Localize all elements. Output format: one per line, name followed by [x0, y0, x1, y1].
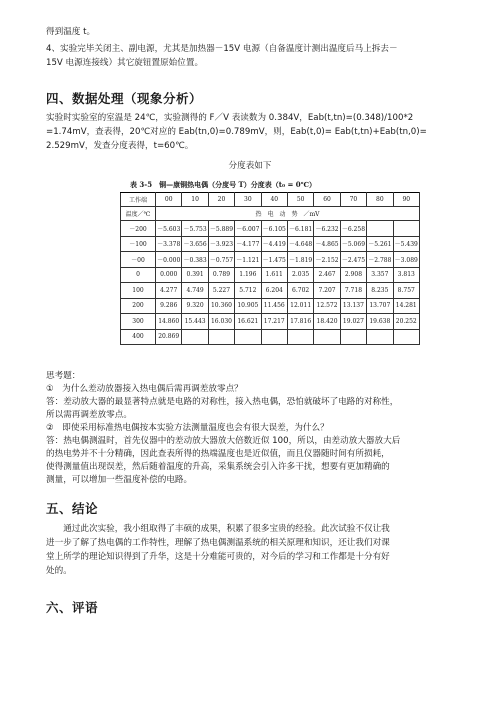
text-line: 答：热电偶测温时，首先仪器中的差动放大器放大倍数近似 100，所以，由差动放大器放大后 — [46, 436, 401, 446]
column-header: 70 — [340, 193, 366, 207]
corner-header-top: 工作端 — [121, 193, 156, 207]
row-temperature: －100 — [121, 236, 156, 252]
text-line: 通过此次实验，我小组取得了丰硕的成果，积累了很多宝贵的经验。此次试验不仅让我 — [46, 524, 390, 534]
text-line: 答：差动放大器的最显著特点就是电路的对称性，接入热电偶，恐怕就破坏了电路的对称性， — [46, 397, 399, 407]
table-cell — [393, 329, 419, 345]
table-cell: 17.217 — [261, 314, 287, 330]
row-temperature: －00 — [121, 252, 156, 268]
row-temperature: 200 — [121, 298, 156, 314]
table-cell: 2.908 — [340, 267, 366, 283]
table-cell: 5.227 — [208, 283, 234, 299]
table-cell: 13.137 — [340, 298, 366, 314]
text-line: ② 即使采用标准热电偶按本实验方法测量温度也会有很大误差，为什么？ — [46, 423, 329, 433]
table-cell: 7.207 — [314, 283, 340, 299]
column-header: 10 — [182, 193, 208, 207]
table-cell: －0.383 — [182, 252, 208, 268]
table-cell: －5.753 — [182, 221, 208, 237]
table-cell: 0.391 — [182, 267, 208, 283]
table-cell: －3.923 — [208, 236, 234, 252]
table-cell: －1.819 — [287, 252, 313, 268]
column-header: 30 — [235, 193, 261, 207]
table-cell: －6.105 — [261, 221, 287, 237]
text-line: 堂上所学的理论知识得到了升华，这是十分难能可贵的，对今后的学习和工作都是十分有好 — [46, 552, 390, 562]
table-cell: 9.320 — [182, 298, 208, 314]
table-cell: 12.011 — [287, 298, 313, 314]
table-cell — [208, 329, 234, 345]
table-cell: 20.869 — [156, 329, 182, 345]
table-cell: 9.286 — [156, 298, 182, 314]
table-cell: －6.232 — [314, 221, 340, 237]
table-cell: －3.656 — [182, 236, 208, 252]
table-row — [121, 221, 420, 237]
text-line: ① 为什么差动放器接入热电偶后需再调差放零点？ — [46, 384, 243, 394]
column-header: 40 — [261, 193, 287, 207]
table-cell: 0.000 — [156, 267, 182, 283]
table-cell — [314, 329, 340, 345]
text-line: 15V 电源连接线）其它旋钮置原始位置。 — [46, 58, 204, 68]
table-cell — [367, 221, 393, 237]
table-cell: －0.757 — [208, 252, 234, 268]
table-cell: 0.789 — [208, 267, 234, 283]
table-cell: －3.089 — [393, 252, 419, 268]
text-line: 4、实验完毕关闭主、副电源，尤其是加热器－15V 电源（自备温度计测出温度后马上拆去－ — [46, 44, 398, 54]
table-cell: 12.572 — [314, 298, 340, 314]
table-cell: －4.648 — [287, 236, 313, 252]
table-cell: 16.030 — [208, 314, 234, 330]
table-cell: 20.252 — [393, 314, 419, 330]
table-cell — [393, 221, 419, 237]
table-cell: －5.439 — [393, 236, 419, 252]
table-cell: 16.621 — [235, 314, 261, 330]
table-cell: 14.281 — [393, 298, 419, 314]
table-cell: －6.181 — [287, 221, 313, 237]
table-cell: －2.475 — [340, 252, 366, 268]
table-caption: 分度表如下 — [228, 161, 272, 171]
table-cell: 5.712 — [235, 283, 261, 299]
table-cell: 10.360 — [208, 298, 234, 314]
column-header: 60 — [314, 193, 340, 207]
table-cell — [235, 329, 261, 345]
text-line: =1.74mV，查表得，20℃对应的 Eab(tn,0)=0.789mV，则，Eab(t,0)= Eab(t,tn)+Eab(tn,0)= — [46, 127, 427, 137]
table-cell: 4.277 — [156, 283, 182, 299]
table-cell: 1.611 — [261, 267, 287, 283]
table-cell: 3.813 — [393, 267, 419, 283]
text-line: 处的。 — [46, 566, 72, 576]
table-cell: 15.443 — [182, 314, 208, 330]
table-cell: －4.419 — [261, 236, 287, 252]
table-cell: 8.235 — [367, 283, 393, 299]
table-cell: －4.865 — [314, 236, 340, 252]
table-cell: －5.069 — [340, 236, 366, 252]
table-cell — [367, 329, 393, 345]
column-header: 90 — [393, 193, 419, 207]
table-cell: 2.467 — [314, 267, 340, 283]
table-cell: 19.027 — [340, 314, 366, 330]
row-temperature: 300 — [121, 314, 156, 330]
table-cell: －4.177 — [235, 236, 261, 252]
column-header: 50 — [287, 193, 313, 207]
row-temperature: －200 — [121, 221, 156, 237]
table-row — [121, 329, 420, 345]
table-cell: 3.357 — [367, 267, 393, 283]
table-cell: －5.889 — [208, 221, 234, 237]
text-line: 使得测量值出现误差，然后随着温度的升高，采集系统会引入许多干扰，想要有更加精确的 — [46, 462, 390, 472]
text-line: 实验时实验室的室温是 24℃，实验测得的 F／V 表读数为 0.384V，Eab(t,tn)=(0.348)/100*2 — [46, 113, 414, 123]
table-row — [121, 252, 420, 268]
table-cell: －0.000 — [156, 252, 182, 268]
text-line: 2.529mV，发查分度表得，t=60℃。 — [46, 141, 194, 151]
table-cell: 8.757 — [393, 283, 419, 299]
thermocouple-table — [120, 192, 420, 345]
table-cell: 18.420 — [314, 314, 340, 330]
table-cell: －2.152 — [314, 252, 340, 268]
section-heading-comments: 六、评语 — [46, 600, 99, 615]
table-row — [121, 267, 420, 283]
table-cell: 14.860 — [156, 314, 182, 330]
text-line: 所以需再调差放零点。 — [46, 410, 132, 420]
table-cell: 6.702 — [287, 283, 313, 299]
text-line: 的热电势并不十分精确，因此查表所得的热端温度也是近似值，而且仪器随时间有所损耗， — [46, 449, 390, 459]
column-header: 20 — [208, 193, 234, 207]
table-cell: －3.378 — [156, 236, 182, 252]
table-cell — [340, 329, 366, 345]
table-cell: －5.603 — [156, 221, 182, 237]
text-line: 得到温度 t。 — [46, 27, 96, 37]
table-cell: 7.718 — [340, 283, 366, 299]
table-cell: 17.816 — [287, 314, 313, 330]
row-temperature: 0 — [121, 267, 156, 283]
section-heading-conclusion: 五、结论 — [46, 501, 99, 516]
column-header: 80 — [367, 193, 393, 207]
table-cell: 11.456 — [261, 298, 287, 314]
table-cell: －2.788 — [367, 252, 393, 268]
table-cell: 1.196 — [235, 267, 261, 283]
table-cell: －6.007 — [235, 221, 261, 237]
table-cell: 6.204 — [261, 283, 287, 299]
row-temperature: 100 — [121, 283, 156, 299]
table-row — [121, 314, 420, 330]
text-line: 思考题： — [46, 371, 81, 381]
text-line: 测量，可以增加一些温度补偿的电路。 — [46, 475, 193, 485]
section-heading-data-processing: 四、数据处理（现象分析） — [46, 91, 203, 106]
table-cell: 13.707 — [367, 298, 393, 314]
table-cell: －1.121 — [235, 252, 261, 268]
table-cell: －1.475 — [261, 252, 287, 268]
table-cell: 4.749 — [182, 283, 208, 299]
table-cell: －5.261 — [367, 236, 393, 252]
column-header: 00 — [156, 193, 182, 207]
table-row — [121, 298, 420, 314]
table-cell — [182, 329, 208, 345]
emf-subheader: 热 电 动 势 ／mV — [156, 207, 420, 221]
table-row — [121, 236, 420, 252]
table-cell: －6.258 — [340, 221, 366, 237]
table-title: 表 3-5 铜—康铜热电偶（分度号 T）分度表（t₀ = 0℃） — [130, 180, 317, 189]
table-cell: 10.905 — [235, 298, 261, 314]
table-cell — [261, 329, 287, 345]
table-row — [121, 283, 420, 299]
row-temperature: 400 — [121, 329, 156, 345]
corner-header-bottom: 温度／℃ — [121, 207, 156, 221]
table-cell — [287, 329, 313, 345]
table-cell: 2.035 — [287, 267, 313, 283]
table-cell: 19.638 — [367, 314, 393, 330]
text-line: 进一步了解了热电偶的工作特性，理解了热电偶测温系统的相关原理和知识，还让我们对课 — [46, 538, 390, 548]
